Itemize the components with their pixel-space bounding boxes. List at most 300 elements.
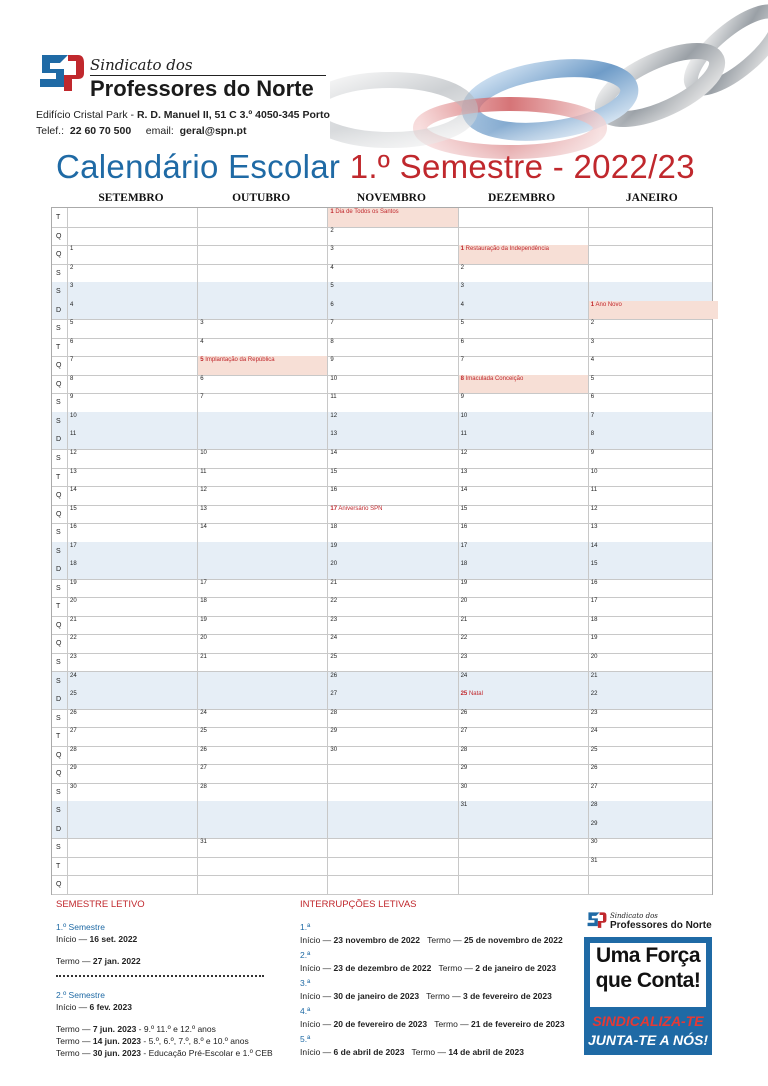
weekday-letter: T bbox=[56, 214, 61, 221]
day-cell bbox=[458, 709, 588, 728]
day-cell bbox=[67, 764, 197, 783]
holiday-label: Dia de Todos os Santos bbox=[335, 209, 399, 215]
day-number: 23 bbox=[590, 709, 598, 716]
day-number: 4 bbox=[200, 338, 204, 345]
day-cell bbox=[458, 579, 588, 598]
day-number: 14 bbox=[590, 542, 598, 549]
day-cell bbox=[327, 746, 457, 765]
day-cell bbox=[327, 338, 457, 357]
day-cell bbox=[67, 542, 197, 561]
day-cell bbox=[327, 820, 457, 839]
s2-label: 2.º Semestre bbox=[56, 990, 105, 1000]
day-number: 27 bbox=[200, 765, 207, 772]
calendar-row bbox=[52, 393, 712, 413]
day-number: 17 bbox=[70, 542, 77, 549]
weekday-letter: D bbox=[56, 306, 62, 314]
calendar-row bbox=[52, 245, 712, 265]
day-cell bbox=[327, 412, 457, 431]
day-number: 6 bbox=[200, 375, 204, 382]
day-cell bbox=[588, 430, 718, 449]
day-number: 18 bbox=[70, 561, 77, 568]
day-number: 16 bbox=[460, 524, 468, 531]
calendar-row bbox=[52, 634, 712, 654]
day-number: 24 bbox=[330, 635, 338, 642]
month-header: DEZEMBRO bbox=[488, 192, 556, 204]
day-number: 2 bbox=[590, 320, 595, 327]
day-number: 30 bbox=[590, 839, 598, 846]
day-number: 29 bbox=[590, 820, 598, 827]
day-number: 12 bbox=[330, 412, 338, 419]
day-number: 1 bbox=[590, 301, 595, 308]
day-cell bbox=[197, 783, 327, 802]
weekday-letter: Q bbox=[56, 751, 62, 759]
calendar-row bbox=[52, 227, 712, 247]
holiday-label: Natal bbox=[468, 691, 483, 698]
day-number: 16 bbox=[330, 487, 338, 494]
day-number: 24 bbox=[200, 709, 207, 716]
interrupcao-start-date: 23 novembro de 2022 bbox=[333, 935, 421, 945]
calendar-row bbox=[52, 412, 712, 432]
day-number: 28 bbox=[590, 802, 598, 809]
day-cell bbox=[197, 282, 327, 301]
day-cell bbox=[67, 801, 197, 820]
day-cell bbox=[67, 356, 197, 375]
day-number: 28 bbox=[330, 709, 338, 716]
weekday-letter: D bbox=[56, 825, 62, 833]
day-cell bbox=[458, 430, 588, 449]
interrupcao-end-prefix: Termo — bbox=[411, 1047, 449, 1057]
s2-start-date: 6 fev. 2023 bbox=[89, 1002, 132, 1012]
day-number: 18 bbox=[460, 561, 468, 568]
day-number: 25 bbox=[590, 746, 598, 753]
day-cell bbox=[588, 579, 718, 598]
day-number: 26 bbox=[590, 765, 598, 772]
day-cell bbox=[197, 412, 327, 431]
calendar-row bbox=[52, 690, 712, 710]
s1-end bbox=[56, 956, 141, 966]
day-number: 19 bbox=[460, 579, 468, 586]
weekday-letter: T bbox=[56, 862, 61, 870]
day-number: 25 bbox=[70, 691, 77, 698]
day-number: 10 bbox=[590, 468, 598, 475]
weekday-letter: D bbox=[56, 436, 62, 444]
badge-org bbox=[610, 912, 712, 931]
day-cell bbox=[588, 820, 718, 839]
month-header: NOVEMBRO bbox=[356, 192, 426, 204]
address-street: R. D. Manuel II, 51 C 3.º 4050-345 Porto bbox=[136, 109, 330, 121]
day-number: 9 bbox=[70, 394, 74, 401]
day-cell bbox=[588, 560, 718, 579]
day-cell bbox=[327, 597, 457, 616]
s2-start-prefix: Início — bbox=[56, 1002, 90, 1012]
day-number: 20 bbox=[460, 598, 468, 605]
t1-prefix: Termo — bbox=[56, 1024, 93, 1034]
badge-line3: SINDICALIZA-TE bbox=[592, 1013, 704, 1029]
day-number: 21 bbox=[590, 672, 598, 679]
day-cell bbox=[458, 857, 588, 876]
day-cell bbox=[588, 264, 718, 283]
day-cell bbox=[458, 468, 588, 487]
interrupcao-start-date: 6 de abril de 2023 bbox=[333, 1047, 405, 1057]
day-cell bbox=[67, 783, 197, 802]
weekday-letter: S bbox=[56, 807, 61, 815]
day-number: 28 bbox=[200, 783, 207, 790]
interrupcao-number: 5.ª bbox=[300, 1034, 311, 1044]
day-number: 28 bbox=[70, 746, 77, 753]
calendar-row bbox=[52, 486, 712, 506]
weekday-letter: S bbox=[56, 788, 61, 796]
day-number: 13 bbox=[590, 524, 598, 531]
day-number: 24 bbox=[70, 672, 77, 679]
t1-suffix: - 9.º 11.º e 12.º anos bbox=[136, 1024, 216, 1034]
day-cell bbox=[458, 227, 588, 246]
day-cell bbox=[458, 616, 588, 635]
day-number: 31 bbox=[460, 802, 468, 809]
weekday-letter: Q bbox=[56, 492, 62, 500]
t1-date: 7 jun. 2023 bbox=[92, 1024, 137, 1034]
interrupcoes-heading: INTERRUPÇÕES LETIVAS bbox=[300, 899, 417, 910]
calendar-row bbox=[52, 560, 712, 580]
t3-suffix: - Educação Pré-Escolar e 1.º CEB bbox=[141, 1048, 273, 1058]
day-cell bbox=[67, 264, 197, 283]
day-cell bbox=[458, 393, 588, 412]
weekday-letter: S bbox=[56, 288, 61, 296]
day-cell bbox=[327, 542, 457, 561]
day-cell bbox=[458, 801, 588, 820]
weekday-letter: S bbox=[56, 714, 61, 722]
day-cell bbox=[327, 560, 457, 579]
day-cell bbox=[197, 727, 327, 746]
interrupcao-dates bbox=[300, 1019, 565, 1029]
interrupcao-start-prefix: Início — bbox=[300, 991, 334, 1001]
weekday-letter: T bbox=[56, 343, 61, 351]
email-address: geral@spn.pt bbox=[179, 125, 247, 137]
calendar-row bbox=[52, 356, 712, 376]
day-cell bbox=[458, 505, 588, 524]
day-number: 7 bbox=[590, 412, 595, 419]
day-cell bbox=[197, 764, 327, 783]
day-number: 28 bbox=[460, 746, 468, 753]
interrupcao-start-date: 20 de fevereiro de 2023 bbox=[333, 1019, 428, 1029]
holiday-label: Restauração da Independência bbox=[465, 246, 550, 253]
day-number: 21 bbox=[200, 653, 207, 660]
calendar-row bbox=[52, 709, 712, 729]
email-label: email: bbox=[145, 125, 174, 137]
day-cell bbox=[588, 709, 718, 728]
holiday-label: Ano Novo bbox=[595, 301, 622, 308]
weekday-letter: S bbox=[56, 844, 61, 852]
day-number: 12 bbox=[460, 450, 468, 457]
s1-start-prefix: Início — bbox=[56, 934, 90, 944]
day-cell bbox=[67, 468, 197, 487]
day-number: 10 bbox=[460, 412, 468, 419]
day-number: 20 bbox=[200, 635, 207, 642]
day-cell bbox=[197, 264, 327, 283]
day-number: 19 bbox=[200, 616, 207, 623]
day-cell bbox=[327, 523, 457, 542]
day-cell bbox=[67, 282, 197, 301]
badge-slogan-box bbox=[590, 943, 706, 1007]
contact bbox=[36, 125, 246, 137]
day-cell bbox=[458, 653, 588, 672]
t3-date: 30 jun. 2023 bbox=[92, 1048, 142, 1058]
day-number: 26 bbox=[460, 709, 468, 716]
calendar-row bbox=[52, 783, 712, 803]
semestre-heading: SEMESTRE LETIVO bbox=[56, 899, 145, 910]
day-cell bbox=[197, 820, 327, 839]
day-cell bbox=[588, 208, 718, 227]
day-cell bbox=[67, 820, 197, 839]
day-number: 11 bbox=[70, 431, 77, 438]
day-number: 9 bbox=[590, 450, 595, 457]
weekday-letter: S bbox=[56, 269, 61, 277]
day-number: 18 bbox=[330, 524, 338, 531]
interrupcao-gap bbox=[404, 1047, 411, 1057]
day-cell bbox=[588, 505, 718, 524]
day-cell bbox=[197, 875, 327, 894]
calendar-row bbox=[52, 449, 712, 469]
day-number: 13 bbox=[70, 468, 77, 475]
holiday-label: Implantação da República bbox=[205, 357, 275, 364]
day-number: 20 bbox=[330, 561, 338, 568]
day-number: 3 bbox=[590, 338, 595, 345]
tel-label: Telef.: bbox=[36, 125, 65, 137]
day-cell bbox=[588, 746, 718, 765]
day-cell bbox=[67, 709, 197, 728]
spn-badge-logo-icon bbox=[585, 909, 609, 933]
interrupcao-number: 2.ª bbox=[300, 950, 311, 960]
weekday-letter: T bbox=[56, 473, 61, 481]
day-cell bbox=[67, 227, 197, 246]
day-cell bbox=[197, 801, 327, 820]
day-cell bbox=[197, 505, 327, 524]
day-cell bbox=[458, 783, 588, 802]
badge-line1: Uma Força bbox=[595, 944, 701, 967]
t2-date: 14 jun. 2023 bbox=[92, 1036, 142, 1046]
calendar-row bbox=[52, 579, 712, 599]
day-number: 6 bbox=[70, 338, 74, 345]
s1-end-prefix: Termo — bbox=[56, 956, 93, 966]
s1-label: 1.º Semestre bbox=[56, 922, 105, 932]
day-number: 2 bbox=[70, 264, 74, 271]
day-number: 14 bbox=[330, 450, 338, 457]
day-cell bbox=[327, 783, 457, 802]
day-number: 3 bbox=[200, 320, 204, 327]
day-cell bbox=[67, 338, 197, 357]
day-number: 9 bbox=[460, 394, 464, 401]
day-cell bbox=[588, 634, 718, 653]
day-number: 22 bbox=[330, 598, 338, 605]
day-number: 21 bbox=[460, 616, 468, 623]
day-number: 23 bbox=[330, 616, 338, 623]
day-cell bbox=[588, 468, 718, 487]
day-number: 7 bbox=[460, 357, 464, 364]
day-number: 17 bbox=[200, 579, 207, 586]
day-cell bbox=[327, 282, 457, 301]
interrupcao-dates bbox=[300, 1047, 524, 1057]
day-cell bbox=[458, 282, 588, 301]
calendar-row bbox=[52, 301, 712, 321]
day-cell bbox=[67, 301, 197, 320]
day-number: 24 bbox=[590, 728, 598, 735]
day-number: 17 bbox=[330, 505, 338, 512]
day-number: 31 bbox=[590, 857, 598, 864]
day-cell bbox=[458, 820, 588, 839]
day-cell bbox=[588, 356, 718, 375]
day-number: 7 bbox=[70, 357, 74, 364]
day-number: 19 bbox=[330, 542, 338, 549]
day-cell bbox=[197, 375, 327, 394]
day-number: 29 bbox=[70, 765, 77, 772]
day-number: 25 bbox=[330, 653, 338, 660]
day-cell bbox=[67, 449, 197, 468]
day-cell bbox=[588, 857, 718, 876]
day-cell bbox=[67, 523, 197, 542]
day-cell bbox=[588, 486, 718, 505]
day-cell bbox=[588, 727, 718, 746]
day-cell bbox=[588, 282, 718, 301]
calendar-row bbox=[52, 875, 712, 895]
day-number: 20 bbox=[70, 598, 77, 605]
weekday-letter: Q bbox=[56, 621, 62, 629]
weekday-letter: S bbox=[56, 677, 61, 685]
day-number: 4 bbox=[330, 264, 334, 271]
interrupcao-end-prefix: Termo — bbox=[438, 963, 476, 973]
interrupcao-end-prefix: Termo — bbox=[427, 935, 464, 945]
day-number: 10 bbox=[70, 412, 77, 419]
day-cell bbox=[197, 616, 327, 635]
day-number: 7 bbox=[330, 320, 334, 327]
weekday-letter: Q bbox=[56, 770, 62, 778]
calendar-row bbox=[52, 727, 712, 747]
day-cell bbox=[197, 690, 327, 709]
interrupcao-start-prefix: Início — bbox=[300, 935, 334, 945]
day-cell bbox=[197, 672, 327, 691]
day-cell bbox=[458, 208, 588, 227]
weekday-letter: S bbox=[56, 584, 61, 592]
day-number: 2 bbox=[330, 227, 334, 234]
day-number: 13 bbox=[200, 505, 207, 512]
interrupcao-end-date: 14 de abril de 2023 bbox=[448, 1047, 524, 1057]
day-cell bbox=[458, 690, 588, 709]
s2-end-2 bbox=[56, 1036, 249, 1046]
month-header: OUTUBRO bbox=[232, 192, 291, 204]
day-cell bbox=[588, 597, 718, 616]
day-cell bbox=[197, 746, 327, 765]
day-cell bbox=[67, 412, 197, 431]
day-cell bbox=[458, 264, 588, 283]
address-prefix: Edifício Cristal Park - bbox=[36, 109, 137, 121]
day-cell bbox=[327, 375, 457, 394]
day-number: 7 bbox=[200, 394, 204, 401]
day-number: 15 bbox=[330, 468, 338, 475]
day-number: 21 bbox=[70, 616, 77, 623]
day-cell bbox=[327, 486, 457, 505]
weekday-letter: D bbox=[56, 696, 62, 704]
day-number: 26 bbox=[200, 746, 207, 753]
day-number: 8 bbox=[590, 431, 595, 438]
day-cell bbox=[67, 430, 197, 449]
day-cell bbox=[327, 672, 457, 691]
day-number: 6 bbox=[590, 394, 595, 401]
interrupcao-end-prefix: Termo — bbox=[426, 991, 464, 1001]
day-number: 11 bbox=[330, 394, 337, 401]
day-number: 15 bbox=[70, 505, 77, 512]
day-cell bbox=[458, 356, 588, 375]
day-cell bbox=[458, 245, 588, 264]
day-cell bbox=[327, 653, 457, 672]
day-number: 2 bbox=[460, 264, 464, 271]
day-cell bbox=[458, 301, 588, 320]
calendar-row bbox=[52, 430, 712, 450]
calendar-row bbox=[52, 208, 712, 228]
day-cell bbox=[67, 505, 197, 524]
day-number: 12 bbox=[70, 450, 77, 457]
day-number: 23 bbox=[70, 653, 77, 660]
org-line2: Professores do Norte bbox=[90, 76, 314, 101]
day-number: 19 bbox=[70, 579, 77, 586]
day-cell bbox=[197, 857, 327, 876]
day-cell bbox=[327, 393, 457, 412]
day-number: 13 bbox=[330, 431, 338, 438]
day-cell bbox=[588, 616, 718, 635]
day-cell bbox=[327, 690, 457, 709]
day-cell bbox=[327, 505, 457, 524]
day-cell bbox=[197, 523, 327, 542]
day-cell bbox=[327, 208, 457, 227]
day-cell bbox=[588, 338, 718, 357]
interrupcao-dates bbox=[300, 935, 563, 945]
day-cell bbox=[458, 672, 588, 691]
day-number: 22 bbox=[590, 691, 598, 698]
day-number: 3 bbox=[460, 283, 464, 290]
day-number: 25 bbox=[200, 728, 207, 735]
day-cell bbox=[458, 319, 588, 338]
day-cell bbox=[458, 838, 588, 857]
day-cell bbox=[327, 245, 457, 264]
weekday-letter: Q bbox=[56, 232, 62, 240]
tel-number: 22 60 70 500 bbox=[69, 125, 132, 137]
calendar-row bbox=[52, 319, 712, 339]
day-cell bbox=[458, 597, 588, 616]
day-number: 21 bbox=[330, 579, 338, 586]
day-cell bbox=[327, 319, 457, 338]
day-number: 15 bbox=[460, 505, 468, 512]
calendar-row bbox=[52, 468, 712, 488]
day-number: 5 bbox=[200, 357, 204, 364]
day-cell bbox=[197, 449, 327, 468]
day-cell bbox=[67, 653, 197, 672]
day-number: 24 bbox=[460, 672, 468, 679]
weekday-letter: S bbox=[56, 658, 61, 666]
badge-org1: Sindicato dos bbox=[610, 912, 658, 920]
day-cell bbox=[197, 430, 327, 449]
day-number: 8 bbox=[330, 338, 334, 345]
day-cell bbox=[327, 227, 457, 246]
dotted-divider bbox=[56, 975, 264, 977]
s2-end-3 bbox=[56, 1048, 273, 1058]
day-cell bbox=[67, 634, 197, 653]
day-number: 5 bbox=[70, 320, 74, 327]
interrupcao-start-prefix: Início — bbox=[300, 1047, 334, 1057]
organization-name bbox=[90, 57, 326, 101]
day-cell bbox=[327, 468, 457, 487]
calendar-row bbox=[52, 672, 712, 692]
s2-start bbox=[56, 1002, 132, 1012]
day-cell bbox=[327, 801, 457, 820]
s1-start bbox=[56, 934, 137, 944]
day-cell bbox=[67, 838, 197, 857]
